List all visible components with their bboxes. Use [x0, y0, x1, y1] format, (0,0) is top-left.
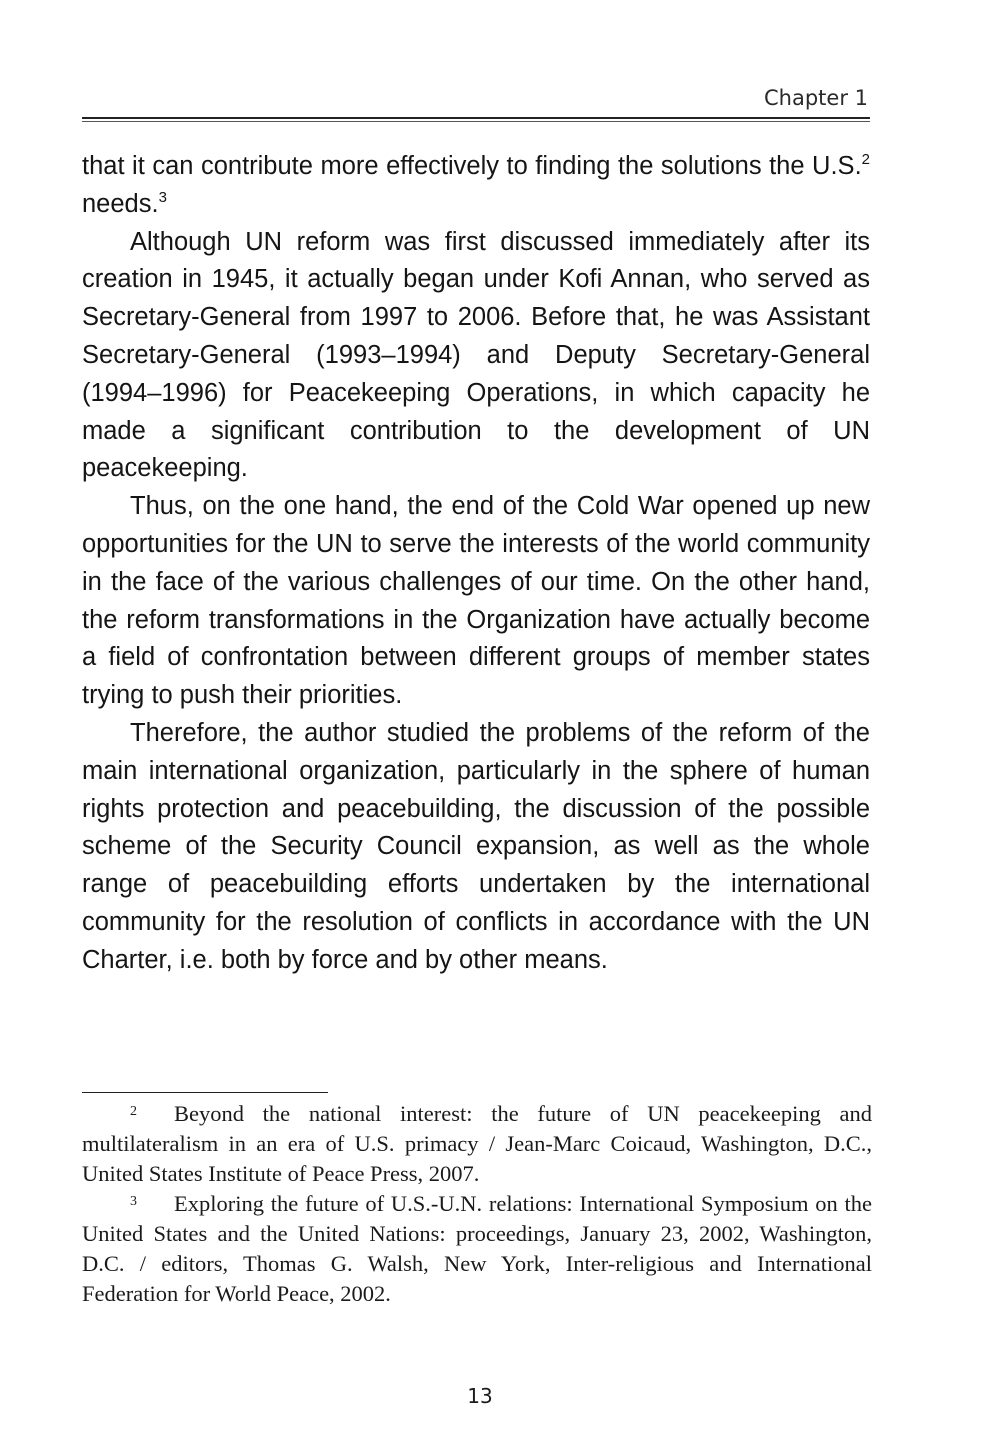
- paragraph-1: [82, 148, 870, 224]
- page-number: 13: [467, 1384, 493, 1408]
- footnote-3: 3 Exploring the future of U.S.-U.N. relations: International Symposium on the United States and the United Nations: proceedings, January 23, 2002, Washington, D.C. / editors, Thomas G. Walsh, New York, Inter-religious and International Federation for World Peace, 2002.: [82, 1191, 872, 1306]
- paragraph-2: Although UN reform was first discussed immediately after its creation in 1945, it actually began under Kofi Annan, who served as Secretary-General from 1997 to 2006. Before that, he was Assistant Secretary-General (1993–1994) and Deputy Secretary-General (1994–1996) for Peacekeeping Operations, in which capacity he made a significant contribution to the development of UN peacekeeping.: [82, 227, 870, 483]
- footnote-ref-2: 2: [861, 151, 870, 168]
- header-rule: [82, 117, 870, 119]
- footnotes: [82, 1099, 872, 1309]
- footnote-3-text: Exploring the future of U.S.-U.N. relations: International Symposium on the United States and the United Nations: proceedings, January 23, 2002, Washington, D.C. / editors, Thomas G. Walsh, New York, Inter-religious and International Federation for World Peace, 2002.: [82, 1191, 872, 1306]
- footnote-rule: [82, 1092, 328, 1093]
- footnote-2-text: Beyond the national interest: the future of UN peacekeeping and multilateralism in an era of U.S. primacy / Jean-Marc Coicaud, Washington, D.C., United States Institute of Peace Press, 2007.: [82, 1101, 872, 1186]
- footnote-2: 2 Beyond the national interest: the future of UN peacekeeping and multilateralism in an era of U.S. primacy / Jean-Marc Coicaud, Washington, D.C., United States Institute of Peace Press, 2007.: [82, 1101, 872, 1186]
- paragraph-3: Thus, on the one hand, the end of the Cold War opened up new opportunities for the UN to serve the interests of the world community in the face of the various challenges of our time. On the other hand, the reform transformations in the Organization have actually become a field of confrontation between different groups of member states trying to push their priorities.: [82, 492, 870, 710]
- body-text: [82, 148, 870, 980]
- paragraph-1-text-b: needs.: [82, 189, 159, 218]
- running-head-chapter: Chapter 1: [764, 86, 868, 110]
- header-rule-thin: [82, 121, 870, 122]
- paragraph-4: Therefore, the author studied the problems of the reform of the main international organization, particularly in the sphere of human rights protection and peacebuilding, the discussion of the possible scheme of the Security Council expansion, as well as the whole range of peacebuilding efforts undertaken by the international community for the resolution of conflicts in accordance with the UN Charter, i.e. both by force and by other means.: [82, 718, 870, 974]
- paragraph-1-text-a: that it can contribute more effectively to finding the solutions the U.S.: [82, 152, 862, 180]
- footnote-ref-3: 3: [158, 188, 167, 206]
